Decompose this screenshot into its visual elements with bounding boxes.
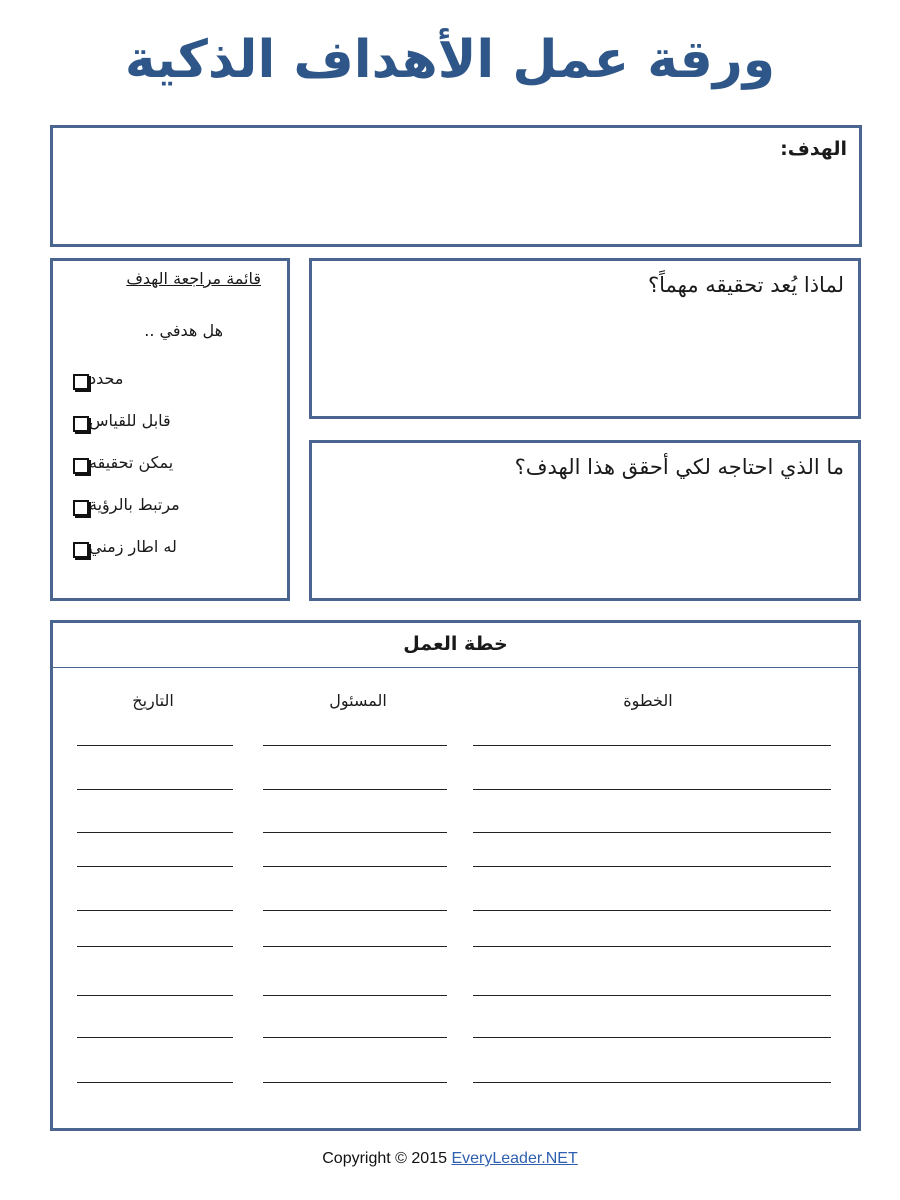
date-line[interactable] xyxy=(77,745,233,746)
column-header-step: الخطوة xyxy=(623,691,673,710)
date-line[interactable] xyxy=(77,995,233,996)
goal-checklist xyxy=(50,258,290,601)
date-line[interactable] xyxy=(77,1082,233,1083)
checkbox-icon[interactable] xyxy=(73,542,89,558)
checkbox-icon[interactable] xyxy=(73,416,89,432)
what-i-need-box[interactable] xyxy=(309,440,861,601)
action-plan xyxy=(50,620,861,1131)
checklist-item-specific[interactable]: محدد xyxy=(61,369,261,411)
checklist-item-relevant[interactable]: مرتبط بالرؤية xyxy=(61,495,261,537)
date-line[interactable] xyxy=(77,946,233,947)
step-line[interactable] xyxy=(473,946,831,947)
date-line[interactable] xyxy=(77,832,233,833)
column-header-date: التاريخ xyxy=(132,691,174,710)
responsible-line[interactable] xyxy=(263,1082,447,1083)
step-line[interactable] xyxy=(473,745,831,746)
responsible-line[interactable] xyxy=(263,832,447,833)
goal-label: الهدف: xyxy=(780,138,847,160)
checkbox-icon[interactable] xyxy=(73,500,89,516)
responsible-line[interactable] xyxy=(263,910,447,911)
responsible-line[interactable] xyxy=(263,789,447,790)
step-line[interactable] xyxy=(473,910,831,911)
responsible-line[interactable] xyxy=(263,866,447,867)
step-line[interactable] xyxy=(473,1037,831,1038)
checklist-item-time-bound[interactable]: له اطار زمني xyxy=(61,537,261,579)
checklist-item-measurable[interactable]: قابل للقياس xyxy=(61,411,261,453)
column-header-responsible: المسئول xyxy=(329,691,387,710)
page-title: ورقة عمل الأهداف الذكية xyxy=(124,30,776,90)
responsible-line[interactable] xyxy=(263,1037,447,1038)
copyright-text: Copyright © 2015 xyxy=(322,1150,452,1167)
checkbox-icon[interactable] xyxy=(73,374,89,390)
what-i-need-question: ما الذي احتاجه لكي أحقق هذا الهدف؟ xyxy=(514,455,844,479)
checklist-item-achievable[interactable]: يمكن تحقيقه xyxy=(61,453,261,495)
checklist-heading: قائمة مراجعة الهدف xyxy=(126,269,261,288)
date-line[interactable] xyxy=(77,866,233,867)
why-important-question: لماذا يُعد تحقيقه مهماً؟ xyxy=(647,273,844,297)
step-line[interactable] xyxy=(473,995,831,996)
why-important-box[interactable] xyxy=(309,258,861,419)
date-line[interactable] xyxy=(77,789,233,790)
everyleader-link[interactable]: EveryLeader.NET xyxy=(451,1150,578,1167)
checklist-intro: هل هدفي .. xyxy=(144,321,223,340)
footer-copyright xyxy=(0,1150,900,1168)
goal-box[interactable] xyxy=(50,125,862,247)
step-line[interactable] xyxy=(473,832,831,833)
step-line[interactable] xyxy=(473,789,831,790)
checklist-items xyxy=(61,369,261,579)
date-line[interactable] xyxy=(77,910,233,911)
step-line[interactable] xyxy=(473,866,831,867)
date-line[interactable] xyxy=(77,1037,233,1038)
responsible-line[interactable] xyxy=(263,946,447,947)
action-plan-title: خطة العمل xyxy=(53,623,858,668)
responsible-line[interactable] xyxy=(263,995,447,996)
checkbox-icon[interactable] xyxy=(73,458,89,474)
responsible-line[interactable] xyxy=(263,745,447,746)
step-line[interactable] xyxy=(473,1082,831,1083)
